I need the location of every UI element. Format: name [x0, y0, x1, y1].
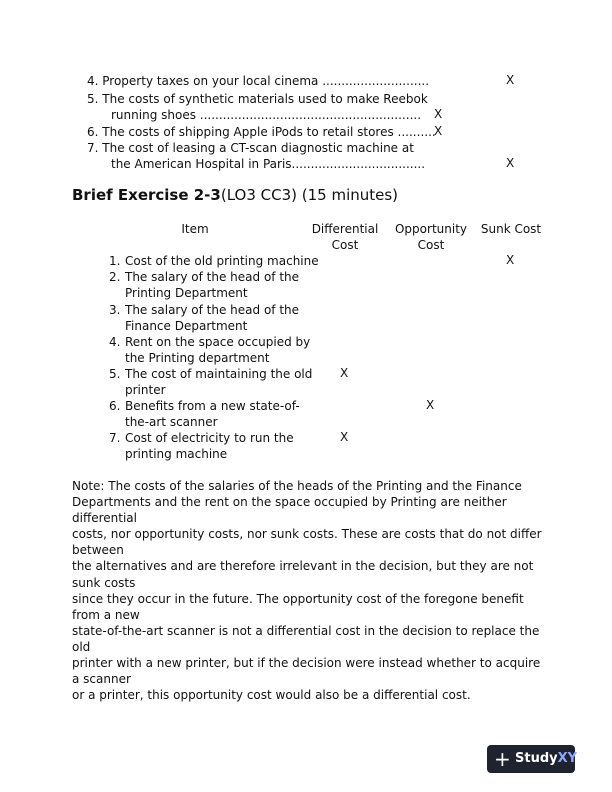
- row-2-text-cont: Printing Department: [125, 286, 248, 300]
- list-item-6-text: 6. The costs of shipping Apple iPods to retail stores ..........: [87, 125, 436, 139]
- row-5-num: 5.: [109, 367, 121, 381]
- list-item-7-text: 7. The cost of leasing a CT-scan diagnostic machine at: [87, 141, 414, 155]
- note-paragraph: [72, 478, 542, 703]
- studyxy-logo[interactable]: [487, 745, 578, 773]
- row-1-text: Cost of the old printing machine: [125, 254, 319, 268]
- row-5-text: The cost of maintaining the old: [125, 367, 313, 381]
- header-opportunity: Opportunity: [394, 222, 467, 236]
- logo-word-main: Study: [515, 751, 558, 766]
- note-line-5: since they occur in the future. The opportunity cost of the foregone benefit from a new: [72, 591, 524, 622]
- row-3-text-cont: Finance Department: [125, 319, 248, 333]
- row-7-text: Cost of electricity to run the: [125, 431, 294, 445]
- row-6-num: 6.: [109, 399, 121, 413]
- header-sunk: Sunk Cost: [480, 222, 542, 236]
- note-line-1: Note: The costs of the salaries of the heads of the Printing and the Finance: [72, 479, 522, 493]
- row-7-differential-mark: X: [340, 430, 349, 444]
- row-5-text-cont: printer: [125, 383, 166, 397]
- item-6-mark: X: [434, 124, 443, 138]
- row-1-num: 1.: [109, 254, 121, 268]
- list-item-5-text: 5. The costs of synthetic materials used to make Reebok: [87, 92, 428, 106]
- row-2-num: 2.: [109, 270, 121, 284]
- header-differential: Differential: [311, 222, 379, 236]
- logo-word-accent: XY: [557, 751, 578, 766]
- item-4-mark: X: [506, 73, 515, 87]
- row-4-text-cont: the Printing department: [125, 351, 270, 365]
- list-item-7-text-cont: the American Hospital in Paris...................................: [111, 157, 426, 171]
- row-4-num: 4.: [109, 335, 121, 349]
- header-opportunity-cont: Cost: [417, 238, 445, 252]
- row-6-text-cont: the-art scanner: [125, 415, 218, 429]
- row-4-text: Rent on the space occupied by: [125, 335, 311, 349]
- logo-wordmark: [515, 751, 577, 766]
- row-7-text-cont: printing machine: [125, 447, 228, 461]
- row-3-text: The salary of the head of the: [125, 303, 300, 317]
- exercise-heading: [72, 186, 398, 204]
- note-line-8: or a printer, this opportunity cost would also be a differential cost.: [72, 688, 471, 703]
- note-line-2: Departments and the rent on the space occupied by Printing are neither differential: [72, 495, 507, 526]
- row-7-num: 7.: [109, 431, 121, 445]
- item-5-mark: X: [434, 107, 443, 121]
- plus-icon: +: [494, 747, 511, 771]
- row-6-opportunity-mark: X: [426, 398, 435, 412]
- note-line-4: the alternatives and are therefore irrelevant in the decision, but they are not sunk costs: [72, 559, 534, 590]
- row-2-text: The salary of the head of the: [125, 270, 300, 284]
- note-line-7: printer with a new printer, but if the decision were instead whether to acquire a scanner: [72, 656, 541, 687]
- header-item: Item: [181, 222, 209, 236]
- row-3-num: 3.: [109, 303, 121, 317]
- note-line-6: state-of-the-art scanner is not a differential cost in the decision to replace the old: [72, 623, 540, 654]
- list-item-5-text-cont: running shoes ..........................................................: [111, 108, 422, 122]
- header-differential-cont: Cost: [331, 238, 359, 252]
- list-item-4-text: 4. Property taxes on your local cinema ............................: [87, 74, 430, 88]
- row-5-differential-mark: X: [340, 366, 349, 380]
- exercise-heading-rest: (LO3 CC3) (15 minutes): [220, 186, 399, 204]
- item-7-mark: X: [506, 156, 515, 170]
- exercise-heading-bold: Brief Exercise 2-3: [72, 186, 221, 204]
- note-line-3: costs, nor opportunity costs, nor sunk costs. These are costs that do not differ between: [72, 527, 542, 558]
- row-6-text: Benefits from a new state-of-: [125, 399, 300, 413]
- row-1-sunk-mark: X: [506, 253, 515, 267]
